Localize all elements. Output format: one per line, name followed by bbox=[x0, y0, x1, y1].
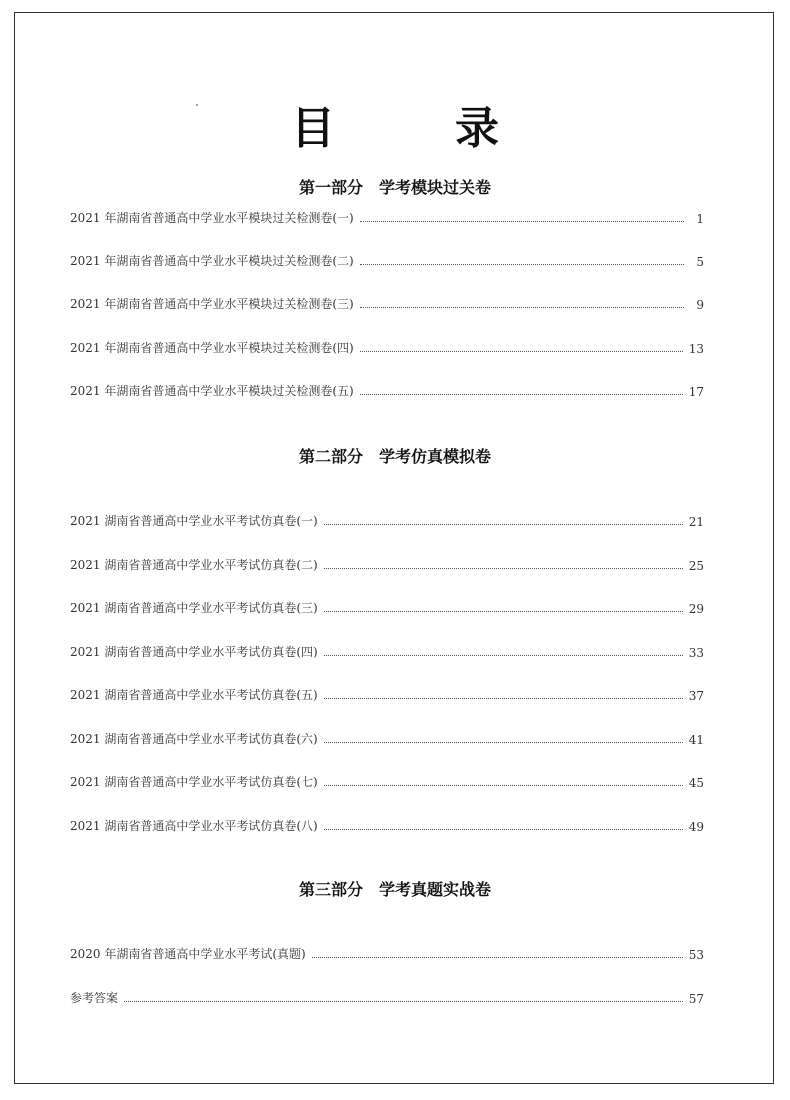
toc-entry[interactable] bbox=[70, 249, 704, 269]
toc-entry[interactable] bbox=[70, 640, 704, 660]
toc-entry-page: 1 bbox=[696, 212, 704, 226]
toc-entry-page: 29 bbox=[688, 602, 704, 616]
toc-entry-label: 2021 年湖南省普通高中学业水平模块过关检测卷(三) bbox=[70, 297, 354, 311]
toc-entry-label: 2021 年湖南省普通高中学业水平模块过关检测卷(五) bbox=[70, 384, 354, 398]
section-heading-1: 第一部分 学考模块过关卷 bbox=[298, 178, 491, 197]
dot-leader bbox=[324, 785, 683, 786]
page-title: 目 录 bbox=[291, 103, 537, 154]
section-heading-2: 第二部分 学考仿真模拟卷 bbox=[298, 447, 491, 466]
toc-entry-page: 5 bbox=[696, 255, 704, 269]
dot-leader bbox=[324, 524, 683, 525]
toc-entry[interactable] bbox=[70, 942, 704, 962]
toc-entry-label: 2021 湖南省普通高中学业水平考试仿真卷(四) bbox=[70, 645, 318, 659]
toc-entry-label: 参考答案 bbox=[70, 991, 119, 1005]
toc-entry-page: 45 bbox=[688, 776, 704, 790]
dot-leader bbox=[324, 611, 683, 612]
scan-speck bbox=[196, 104, 198, 106]
toc-entry-page: 57 bbox=[688, 992, 704, 1006]
dot-leader bbox=[360, 351, 683, 352]
dot-leader bbox=[324, 829, 683, 830]
dot-leader bbox=[324, 742, 683, 743]
toc-entry[interactable] bbox=[70, 336, 704, 356]
dot-leader bbox=[324, 698, 683, 699]
toc-entry[interactable] bbox=[70, 814, 704, 834]
toc-entry[interactable] bbox=[70, 379, 704, 399]
toc-entry-label: 2021 年湖南省普通高中学业水平模块过关检测卷(二) bbox=[70, 254, 354, 268]
dot-leader bbox=[124, 1001, 683, 1002]
toc-entry-page: 53 bbox=[688, 948, 704, 962]
toc-entry-label: 2021 湖南省普通高中学业水平考试仿真卷(二) bbox=[70, 558, 318, 572]
dot-leader bbox=[312, 957, 683, 958]
toc-entry[interactable] bbox=[70, 683, 704, 703]
toc-entry[interactable] bbox=[70, 509, 704, 529]
toc-entry[interactable] bbox=[70, 596, 704, 616]
toc-entry[interactable] bbox=[70, 292, 704, 312]
toc-entry-page: 9 bbox=[696, 298, 704, 312]
dot-leader bbox=[360, 221, 684, 222]
toc-entry-page: 41 bbox=[688, 733, 704, 747]
toc-entry-label: 2021 年湖南省普通高中学业水平模块过关检测卷(一) bbox=[70, 211, 354, 225]
toc-entry-page: 13 bbox=[688, 342, 704, 356]
dot-leader bbox=[360, 264, 684, 265]
toc-entry[interactable] bbox=[70, 553, 704, 573]
page-border bbox=[14, 12, 774, 1084]
toc-entry-label: 2021 湖南省普通高中学业水平考试仿真卷(三) bbox=[70, 601, 318, 615]
toc-entry[interactable] bbox=[70, 770, 704, 790]
toc-entry-page: 33 bbox=[688, 646, 704, 660]
toc-entry-page: 25 bbox=[688, 559, 704, 573]
dot-leader bbox=[360, 394, 683, 395]
toc-entry[interactable] bbox=[70, 986, 704, 1006]
toc-entry-page: 37 bbox=[688, 689, 704, 703]
dot-leader bbox=[360, 307, 684, 308]
toc-entry-page: 17 bbox=[688, 385, 704, 399]
dot-leader bbox=[324, 568, 683, 569]
dot-leader bbox=[324, 655, 683, 656]
section-heading-3: 第三部分 学考真题实战卷 bbox=[298, 880, 491, 899]
toc-entry[interactable] bbox=[70, 206, 704, 226]
toc-entry-label: 2021 湖南省普通高中学业水平考试仿真卷(七) bbox=[70, 775, 318, 789]
toc-entry-label: 2021 湖南省普通高中学业水平考试仿真卷(五) bbox=[70, 688, 318, 702]
toc-entry-page: 21 bbox=[688, 515, 704, 529]
toc-entry-label: 2021 年湖南省普通高中学业水平模块过关检测卷(四) bbox=[70, 341, 354, 355]
toc-entry-page: 49 bbox=[688, 820, 704, 834]
toc-entry-label: 2021 湖南省普通高中学业水平考试仿真卷(一) bbox=[70, 514, 318, 528]
toc-entry-label: 2021 湖南省普通高中学业水平考试仿真卷(六) bbox=[70, 732, 318, 746]
toc-entry-label: 2020 年湖南省普通高中学业水平考试(真题) bbox=[70, 947, 306, 961]
toc-entry-label: 2021 湖南省普通高中学业水平考试仿真卷(八) bbox=[70, 819, 318, 833]
toc-entry[interactable] bbox=[70, 727, 704, 747]
